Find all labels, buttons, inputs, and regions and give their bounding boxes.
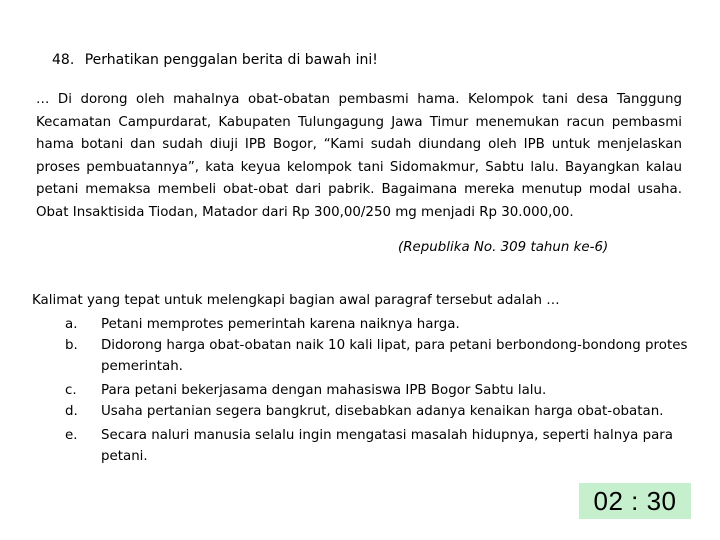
option-b[interactable] bbox=[32, 336, 692, 377]
question-number: 48. bbox=[52, 52, 75, 68]
option-letter: e. bbox=[65, 428, 78, 444]
option-letter: a. bbox=[65, 317, 78, 332]
option-c[interactable] bbox=[32, 381, 692, 401]
option-text: Petani memprotes pemerintah karena naiknya harga. bbox=[101, 317, 460, 332]
option-text: Usaha pertanian segera bangkrut, disebabkan adanya kenaikan harga obat-obatan. bbox=[101, 404, 664, 420]
question-prompt: Kalimat yang tepat untuk melengkapi bagian awal paragraf tersebut adalah … bbox=[32, 293, 560, 308]
question-title-text: Perhatikan penggalan berita di bawah ini! bbox=[84, 52, 378, 68]
news-source: (Republika No. 309 tahun ke-6) bbox=[398, 240, 609, 255]
option-letter: c. bbox=[65, 382, 77, 398]
option-text: Didorong harga obat-obatan naik 10 kali lipat, para petani berbondong-bondong protes pemerintah. bbox=[101, 338, 688, 374]
countdown-timer: 02 : 30 bbox=[579, 483, 691, 519]
news-passage: … Di dorong oleh mahalnya obat-obatan pembasmi hama. Kelompok tani desa Tanggung Kecamatan Campurdarat, Kabupaten Tulungagung Jawa Timur menemukan racun pembasmi hama botani dan sudah diuji IPB Bogor, “Kami sudah diundang oleh IPB untuk menjelaskan proses pembuatannya”, kata keyua kelompok tani Sidomakmur, Sabtu lalu. Bayangkan kalau petani memaksa membeli obat-obat dari pabrik. Bagaimana mereka menutup modal usaha. Obat Insaktisida Tiodan, Matador dari Rp 300,00/250 mg menjadi Rp 30.000,00. bbox=[36, 92, 682, 220]
option-d[interactable] bbox=[32, 402, 692, 422]
answer-options bbox=[32, 315, 692, 468]
question-title bbox=[52, 52, 378, 68]
option-e[interactable] bbox=[32, 426, 692, 467]
option-letter: d. bbox=[65, 404, 78, 420]
option-text: Secara naluri manusia selalu ingin mengatasi masalah hidupnya, seperti halnya para petani. bbox=[101, 428, 674, 464]
option-letter: b. bbox=[65, 338, 78, 354]
option-text: Para petani bekerjasama dengan mahasiswa IPB Bogor Sabtu lalu. bbox=[101, 382, 547, 398]
option-a[interactable] bbox=[32, 315, 692, 335]
